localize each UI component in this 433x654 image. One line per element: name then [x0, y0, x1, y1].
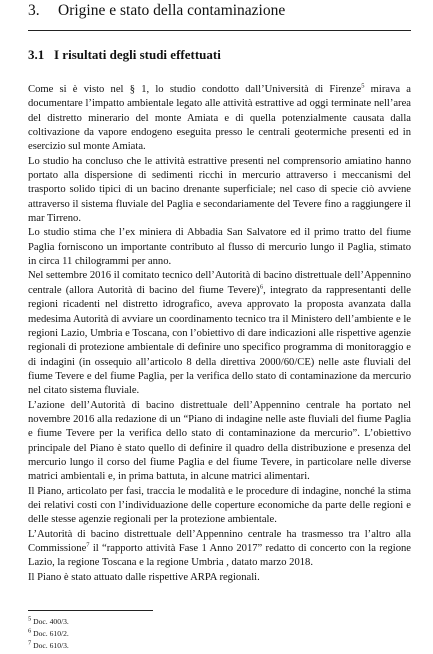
footnote-text: Doc. 400/3.	[31, 617, 69, 626]
paragraph	[28, 571, 411, 585]
paragraph	[28, 155, 411, 227]
paragraph	[28, 269, 411, 398]
section-heading	[28, 2, 285, 20]
paragraph-text: Nel settembre 2016 il comitato tecnico dell’Autorità di bacino distrettuale dell’Appennino centrale (allora Autorità di bacino del fiume Tevere)	[28, 270, 411, 296]
section-title: Origine e stato della contaminazione	[58, 2, 286, 19]
footnotes	[28, 616, 69, 652]
paragraph	[28, 485, 411, 528]
paragraph	[28, 528, 411, 571]
subsection-number: 3.1	[28, 47, 45, 62]
paragraph	[28, 83, 411, 155]
footnote-text: Doc. 610/2.	[31, 629, 69, 638]
footnote	[28, 616, 69, 628]
paragraph-text: Il Piano, articolato per fasi, traccia le modalità e le procedure di indagine, nonché la stima dei relativi costi con l’individuazione delle coperture economiche da parte delle regioni e delle stesse agenzie regionali per la protezione ambientale.	[28, 485, 411, 526]
footnote-rule	[28, 610, 153, 611]
footnote-number: 6	[28, 627, 32, 635]
paragraph-text: L’azione dell’Autorità di bacino distrettuale dell’Appennino centrale ha portato nel novembre 2016 alla redazione di un “Piano di indagine nelle aste fluviali del fiume Paglia e fiume Tevere per la verifica dello stato di contaminazione da mercurio”. L’obiettivo principale del Piano è stato quello di definire il quadro della distribuzione e presenza del mercurio lungo il corso del fiume Paglia e del fiume Tevere, in particolare nelle diverse matrici ambientali e, in prima battuta, in alcune matrici alimentari.	[28, 399, 411, 483]
footnote	[28, 628, 69, 640]
paragraph-text: Lo studio stima che l’ex miniera di Abbadia San Salvatore ed il primo tratto del fiume Paglia forniscono un importante contributo al flusso di mercurio lungo il Paglia, stimato in circa 11 chilogrammi per anno.	[28, 227, 411, 268]
subsection-title: I risultati degli studi effettuati	[54, 47, 221, 62]
paragraph	[28, 226, 411, 269]
paragraph-text: Il Piano è stato attuato dalle rispettive ARPA regionali.	[28, 571, 260, 583]
section-number: 3.	[28, 2, 40, 19]
footnote-number: 7	[28, 639, 32, 647]
footnote	[28, 640, 69, 652]
paragraph-text: il “rapporto attività Fase 1 Anno 2017” redatto di concerto con la regione Lazio, la regione Toscana e la regione Umbria , datato marzo 2018.	[28, 543, 411, 569]
paragraph-text: Lo studio ha concluso che le attività estrattive presenti nel comprensorio amiatino hanno portato alla dispersione di sedimenti ricchi in mercurio attraverso i meccanismi del trasporto solido tipici di un bacino drenante superficiale; nel caso di specie ciò avviene attraverso il sistema fluviale del Paglia e secondariamente del Tevere fino a raggiungere il mar Tirreno.	[28, 155, 411, 225]
footnote-marker: 5	[361, 82, 365, 90]
paragraph-text: L’Autorità di bacino distrettuale dell’Appennino centrale ha trasmesso tra l’altro alla Commissione	[28, 528, 411, 554]
footnote-marker: 6	[259, 283, 264, 291]
heading-rule	[28, 30, 411, 31]
body-text	[28, 83, 411, 585]
footnote-number: 5	[28, 615, 32, 623]
paragraph-text: , integrato da rappresentanti delle regioni ricadenti nel distretto idrografico, aveva approvato la proposta avanzata dalla medesima Autorità di avviare un coordinamento tecnico tra il Ministero dell’ambiente e le regioni Lazio, Umbria e Toscana, con l’obiettivo di dare indicazioni alle rispettive agenzie regionali di protezione ambientale di definire uno specifico programma di monitoraggio e di indagini (in ossequio all’articolo 8 della direttiva 2000/60/CE) nelle aste fluviali del fiume Tevere e del fiume Paglia, per la verifica dello stato di contaminazione da mercurio nel citato sistema fluviale.	[28, 284, 411, 397]
footnote-marker: 7	[86, 541, 90, 549]
paragraph	[28, 399, 411, 485]
paragraph-text: Come si è visto nel § 1, lo studio condotto dall’Università di Firenze	[28, 84, 362, 95]
footnote-text: Doc. 610/3.	[31, 641, 69, 650]
subsection-heading	[28, 47, 221, 63]
paragraph-text: mirava a documentare l’impatto ambientale legato alle attività estrattive ad oggi terminate nell’area del distretto minerario del monte Amiata e di quella potenzialmente causata dalla coltivazione da vapore endogeno eseguita presso le centrali geotermiche presenti ed in esercizio sul monte Amiata.	[28, 84, 411, 153]
